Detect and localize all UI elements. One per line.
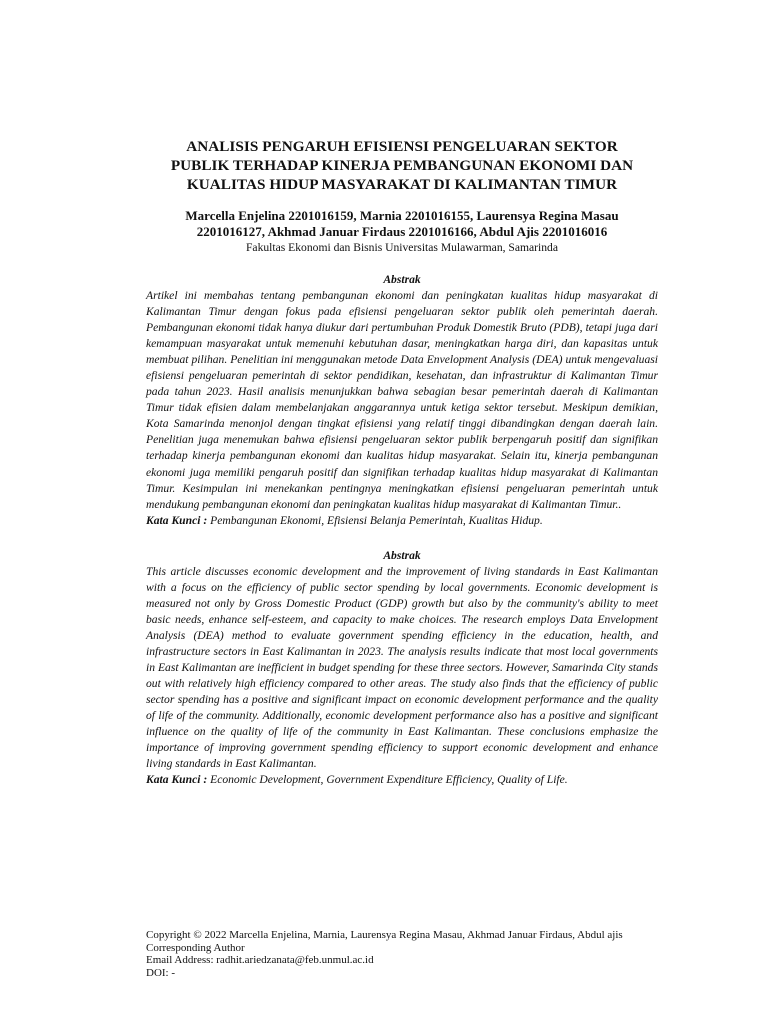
footnote: [146, 929, 666, 979]
title-line: ANALISIS PENGARUH EFISIENSI PENGELUARAN SEKTOR: [186, 138, 618, 155]
abstract-english: [146, 548, 658, 789]
keywords-label: Kata Kunci :: [146, 513, 208, 527]
keywords-text: Pembangunan Ekonomi, Efisiensi Belanja Pemerintah, Kualitas Hidup.: [210, 513, 543, 527]
doi: DOI: -: [146, 966, 176, 979]
keywords-label: Kata Kunci :: [146, 773, 208, 787]
paper-title: [146, 137, 658, 194]
corresponding-author: Corresponding Author: [146, 941, 245, 954]
paper-page: [146, 137, 658, 788]
abstract-heading: Abstrak: [383, 273, 421, 286]
abstract-indonesian: [146, 272, 658, 529]
author-line: Marcella Enjelina 2201016159, Marnia 2201016155, Laurensya Regina Masau: [185, 208, 619, 223]
title-line: KUALITAS HIDUP MASYARAKAT DI KALIMANTAN TIMUR: [186, 176, 618, 193]
keywords: [146, 772, 658, 788]
author-line: 2201016127, Akhmad Januar Firdaus 2201016166, Abdul Ajis 2201016016: [196, 224, 608, 239]
abstract-heading: Abstrak: [383, 548, 421, 562]
copyright-notice: Copyright © 2022 Marcella Enjelina, Marnia, Laurensya Regina Masau, Akhmad Januar Firdaus, Abdul ajis: [146, 929, 623, 941]
author-list: [146, 208, 658, 240]
affiliation: Fakultas Ekonomi dan Bisnis Universitas Mulawarman, Samarinda: [245, 241, 559, 254]
email-address: Email Address: radhit.ariedzanata@feb.unmul.ac.id: [146, 954, 374, 967]
title-line: PUBLIK TERHADAP KINERJA PEMBANGUNAN EKONOMI DAN: [170, 157, 634, 174]
keywords: [146, 513, 658, 529]
abstract-body: Artikel ini membahas tentang pembangunan ekonomi dan peningkatan kualitas hidup masyarakat di Kalimantan Timur dengan fokus pada efisiensi pengeluaran sektor publik oleh pemerintah daerah. Pembangunan ekonomi tidak hanya diukur dari pertumbuhan Produk Domestik Bruto (PDB), tetapi juga dari kemampuan masyarakat untuk memenuhi kebutuhan dasar, meningkatkan harga diri, dan kapasitas untuk membuat pilihan. Penelitian ini menggunakan metode Data Envelopment Analysis (DEA) untuk mengevaluasi efisiensi pengeluaran pemerintah di sektor pendidikan, kesehatan, dan infrastruktur di Kalimantan Timur pada tahun 2023. Hasil analisis menunjukkan bahwa sebagian besar pemerintah daerah di Kalimantan Timur tidak efisien dalam membelanjakan anggarannya untuk ketiga sektor tersebut. Meskipun demikian, Kota Samarinda menonjol dengan tingkat efisiensi yang relatif tinggi dibandingkan dengan daerah lain. Penelitian juga menemukan bahwa efisiensi pengeluaran sektor publik berpengaruh positif dan signifikan terhadap kinerja pembangunan ekonomi dan kualitas hidup masyarakat. Selain itu, kinerja pembangunan ekonomi juga memiliki pengaruh positif dan signifikan terhadap kualitas hidup masyarakat di Kalimantan Timur. Kesimpulan ini menekankan pentingnya meningkatkan efisiensi pengeluaran pemerintah untuk mendukung pembangunan ekonomi dan peningkatan kualitas hidup masyarakat di Kalimantan Timur..: [146, 289, 658, 511]
abstract-body: This article discusses economic development and the improvement of living standards in East Kalimantan with a focus on the efficiency of public sector spending by local governments. Economic development is measured not only by Gross Domestic Product (GDP) growth but also by the community's ability to meet basic needs, enhance self-esteem, and capacity to make choices. The research employs Data Envelopment Analysis (DEA) method to evaluate government spending efficiency in the education, health, and infrastructure sectors in East Kalimantan in 2023. The analysis results indicate that most local governments in East Kalimantan are inefficient in budget spending for these three sectors. However, Samarinda City stands out with relatively high efficiency compared to other areas. The study also finds that the efficiency of public sector spending has a positive and significant impact on economic development performance and the quality of life of the community. Additionally, economic development performance also has a positive and significant influence on the quality of life of the community in East Kalimantan. These conclusions emphasize the importance of improving government spending efficiency to support economic development and enhance living standards in East Kalimantan.: [146, 564, 658, 771]
keywords-text: Economic Development, Government Expenditure Efficiency, Quality of Life.: [210, 773, 568, 787]
